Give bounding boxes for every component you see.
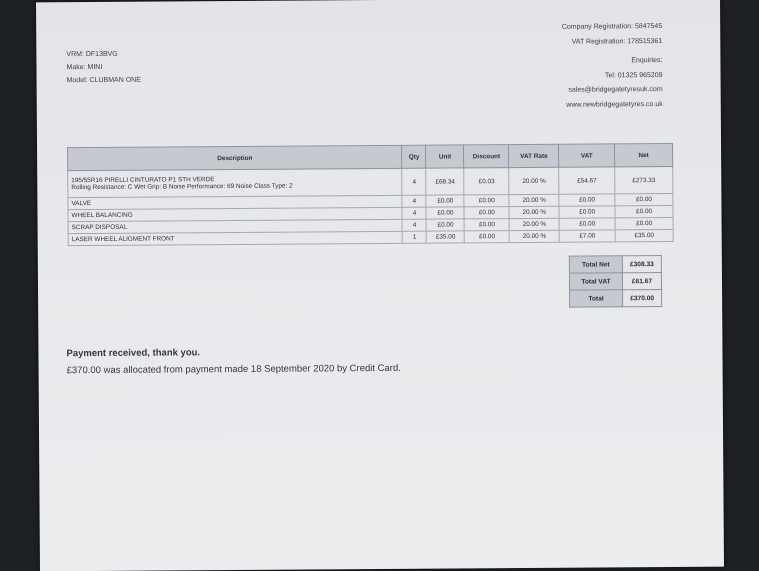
- discount-cell: £0.03: [464, 168, 509, 195]
- column-header: Qty: [402, 145, 426, 168]
- line-items-table: [67, 143, 674, 246]
- item-description: 195/55R16 PIRELLI CINTURATO P1 STH VERDE: [71, 176, 215, 185]
- vat-cell: £0.00: [559, 194, 615, 206]
- total-vat-value: £61.67: [622, 273, 661, 290]
- vat-rate-cell: 20.00 %: [509, 167, 559, 194]
- column-header: Net: [615, 143, 673, 166]
- column-header: Discount: [464, 145, 509, 168]
- net-cell: £0.00: [615, 205, 673, 217]
- vehicle-model: Model: CLUBMAN ONE: [66, 76, 141, 85]
- vat-cell: £0.00: [559, 218, 615, 230]
- description-cell: [68, 168, 403, 197]
- description-cell: LASER WHEEL ALIGMENT FRONT: [68, 231, 403, 245]
- vat-rate-cell: 20.00 %: [509, 206, 559, 218]
- total-vat-label: Total VAT: [569, 273, 622, 290]
- total-value: £370.00: [623, 290, 662, 307]
- column-header: VAT Rate: [509, 144, 559, 167]
- vehicle-details: [66, 48, 141, 88]
- net-cell: £35.00: [615, 229, 673, 241]
- discount-cell: £0.00: [464, 219, 509, 231]
- qty-cell: 4: [402, 168, 426, 195]
- vat-cell: £7.00: [559, 230, 615, 242]
- net-cell: £0.00: [615, 217, 673, 229]
- company-website: www.newbridgegatetyres.co.uk: [566, 100, 663, 109]
- payment-detail: £370.00 was allocated from payment made 18 September 2020 by Credit Card.: [66, 362, 401, 377]
- vat-cell: £54.67: [559, 167, 615, 194]
- company-email: sales@bridgegatetyresuk.com: [568, 86, 663, 95]
- qty-cell: 4: [403, 219, 427, 231]
- vat-rate-cell: 20.00 %: [509, 218, 559, 230]
- total-vat-row: [569, 273, 661, 291]
- total-label: Total: [570, 290, 623, 307]
- vat-rate-cell: 20.00 %: [509, 230, 559, 242]
- vehicle-make: Make: MINI: [66, 63, 103, 72]
- unit-cell: £0.00: [426, 195, 464, 207]
- company-details: [562, 20, 663, 113]
- discount-cell: £0.00: [464, 207, 509, 219]
- payment-heading: Payment received, thank you.: [66, 347, 201, 360]
- net-cell: £0.00: [615, 193, 673, 205]
- vat-rate-cell: 20.00 %: [509, 194, 559, 206]
- company-registration: Company Registration: 5847545: [561, 23, 663, 31]
- vat-registration: VAT Registration: 178515361: [571, 37, 663, 46]
- vehicle-vrm: VRM: DF13BVG: [66, 50, 118, 59]
- vat-cell: £0.00: [559, 206, 615, 218]
- total-net-value: £308.33: [622, 256, 661, 273]
- total-net-row: [569, 256, 661, 274]
- column-header: Description: [68, 145, 403, 170]
- unit-cell: £68.34: [426, 168, 464, 195]
- net-cell: £273.33: [615, 166, 673, 193]
- payment-section: [66, 346, 400, 376]
- totals-table: [569, 255, 662, 308]
- enquiries-label: Enquiries:: [631, 57, 663, 65]
- qty-cell: 4: [402, 207, 426, 219]
- unit-cell: £35.00: [427, 231, 465, 243]
- discount-cell: £0.00: [464, 195, 509, 207]
- column-header: Unit: [426, 145, 464, 168]
- table-row: [68, 166, 673, 197]
- item-description-detail: Rolling Resistance: C Wet Grip: B Noise Performance: 69 Noise Class Type: 2: [71, 182, 293, 192]
- company-tel: Tel: 01325 965209: [604, 71, 663, 80]
- qty-cell: 1: [403, 231, 427, 243]
- description-cell: SCRAP DISPOSAL: [68, 219, 403, 233]
- total-net-label: Total Net: [569, 256, 622, 273]
- column-header: VAT: [559, 144, 615, 167]
- invoice-sheet: [36, 0, 724, 571]
- description-cell: VALVE: [68, 195, 403, 209]
- qty-cell: 4: [402, 195, 426, 207]
- total-row: [570, 290, 662, 308]
- unit-cell: £0.00: [426, 219, 464, 231]
- description-cell: WHEEL BALANCING: [68, 207, 403, 221]
- discount-cell: £0.00: [465, 231, 510, 243]
- unit-cell: £0.00: [426, 207, 464, 219]
